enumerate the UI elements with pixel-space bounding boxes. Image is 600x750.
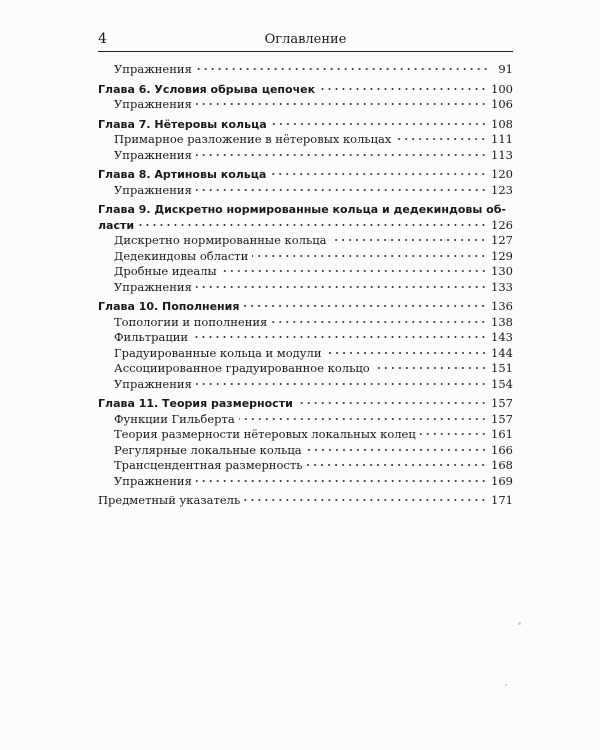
- toc-entry-title: Дискретно нормированные кольца: [114, 233, 327, 247]
- toc-index-entry: [98, 493, 513, 509]
- toc-section-entry: [98, 377, 513, 393]
- page-header: [98, 30, 513, 52]
- toc-section-entry: [98, 280, 513, 296]
- toc-section-entry: [98, 330, 513, 346]
- leader-dots: [243, 305, 487, 307]
- toc-entry-page: 123: [491, 182, 513, 197]
- toc-chapter-entry: [98, 299, 513, 315]
- table-of-contents: [98, 62, 513, 509]
- toc-entry-page: 168: [491, 458, 513, 472]
- toc-entry-page: 157: [491, 411, 513, 426]
- leader-dots: [196, 383, 487, 385]
- toc-entry-title: Упражнения: [114, 182, 192, 197]
- toc-entry-page: 111: [491, 132, 513, 146]
- toc-entry-title: Дедекиндовы области: [114, 248, 249, 263]
- toc-entry-title: Функции Гильберта: [114, 411, 235, 426]
- toc-entry-title: Трансцендентная размерность: [114, 458, 303, 472]
- toc-entry-page: 106: [491, 97, 513, 111]
- toc-section-entry: [98, 427, 513, 443]
- header-rule: [98, 51, 513, 52]
- running-title: Оглавление: [264, 32, 347, 47]
- toc-section-entry: [98, 249, 513, 265]
- paper-speck: [505, 684, 507, 686]
- toc-entry-page: 143: [491, 330, 513, 344]
- toc-entry-title: Предметный указатель: [98, 493, 241, 507]
- toc-entry-page: 136: [491, 299, 513, 313]
- leader-dots: [330, 239, 487, 241]
- toc-section-entry: [98, 443, 513, 459]
- toc-entry-title: Упражнения: [114, 376, 192, 391]
- toc-entry-title: Глава 6. Условия обрыва цепочек: [98, 82, 316, 96]
- toc-entry-page: 133: [491, 279, 513, 294]
- toc-section-entry: [98, 315, 513, 331]
- toc-section-entry: [98, 474, 513, 490]
- leader-dots: [244, 499, 487, 501]
- toc-entry-title: Глава 10. Пополнения: [98, 300, 240, 313]
- toc-section-entry: [98, 458, 513, 474]
- toc-entry-page: 100: [491, 81, 513, 96]
- toc-entry-title-continued: ласти: [98, 218, 135, 232]
- toc-entry-title: Упражнения: [114, 279, 192, 294]
- toc-entry-page: 151: [491, 361, 513, 375]
- paper-speck: [518, 622, 521, 625]
- toc-entry-title: Фильтрации: [114, 330, 189, 344]
- toc-chapter-entry: [98, 167, 513, 183]
- toc-entry-title: Глава 9. Дискретно нормированные кольца и дедекиндовы об-: [98, 203, 506, 216]
- leader-dots: [221, 270, 487, 272]
- leader-dots: [239, 418, 487, 420]
- toc-section-entry: [98, 97, 513, 113]
- toc-entry-title: Ассоциированное градуированное кольцо: [114, 361, 370, 375]
- toc-section-entry: [98, 62, 513, 78]
- toc-chapter-entry: [98, 82, 513, 98]
- leader-dots: [271, 123, 487, 125]
- toc-entry-line: [98, 218, 513, 234]
- toc-entry-page: 113: [491, 147, 513, 162]
- toc-chapter-entry: [98, 117, 513, 133]
- page-number: 4: [98, 31, 107, 47]
- leader-dots: [196, 154, 487, 156]
- leader-dots: [196, 189, 487, 191]
- toc-entry-page: 169: [491, 473, 513, 488]
- toc-entry-title: Упражнения: [114, 147, 192, 162]
- toc-entry-title: Глава 11. Теория размерности: [98, 397, 293, 410]
- toc-section-entry: [98, 148, 513, 164]
- leader-dots: [420, 433, 487, 435]
- leader-dots: [374, 367, 487, 369]
- toc-entry-title: Топологии и пополнения: [114, 314, 268, 329]
- toc-section-entry: [98, 132, 513, 148]
- leader-dots: [138, 224, 487, 226]
- toc-section-entry: [98, 346, 513, 362]
- toc-section-entry: [98, 264, 513, 280]
- toc-entry-title: Глава 8. Артиновы кольца: [98, 168, 267, 181]
- toc-entry-page: 171: [491, 493, 513, 507]
- leader-dots: [306, 464, 487, 466]
- leader-dots: [306, 449, 487, 451]
- leader-dots: [297, 402, 487, 404]
- toc-entry-title: Теория размерности нётеровых локальных колец: [114, 427, 416, 441]
- leader-dots: [252, 255, 487, 257]
- toc-entry-page: 157: [491, 396, 513, 410]
- toc-entry-page: 91: [498, 62, 513, 76]
- leader-dots: [270, 173, 487, 175]
- toc-entry-page: 120: [491, 167, 513, 181]
- toc-section-entry: [98, 183, 513, 199]
- toc-entry-title: Примарное разложение в нётеровых кольцах: [114, 132, 392, 146]
- toc-entry-page: 154: [491, 376, 513, 391]
- toc-entry-page: 127: [491, 233, 513, 247]
- toc-entry-title: Глава 7. Нётеровы кольца: [98, 117, 267, 131]
- leader-dots: [192, 336, 487, 338]
- leader-dots: [196, 103, 487, 105]
- leader-dots: [196, 286, 487, 288]
- toc-entry-page: 144: [491, 345, 513, 360]
- toc-entry-page: 161: [491, 427, 513, 441]
- toc-entry-title: Регулярные локальные кольца: [114, 442, 302, 457]
- leader-dots: [326, 352, 488, 354]
- leader-dots: [196, 68, 489, 70]
- toc-entry-title: Упражнения: [114, 62, 192, 76]
- toc-entry-title: Упражнения: [114, 97, 192, 111]
- toc-entry-page: 126: [491, 217, 513, 232]
- toc-entry-title: Дробные идеалы: [114, 264, 217, 278]
- toc-entry-page: 130: [491, 264, 513, 278]
- leader-dots: [395, 138, 487, 140]
- leader-dots: [196, 480, 487, 482]
- toc-chapter-entry: [98, 202, 513, 233]
- leader-dots: [271, 321, 487, 323]
- toc-entry-page: 166: [491, 442, 513, 457]
- toc-chapter-entry: [98, 396, 513, 412]
- toc-entry-page: 138: [491, 314, 513, 329]
- toc-entry-title: Градуированные кольца и модули: [114, 345, 322, 360]
- leader-dots: [319, 88, 487, 90]
- toc-section-entry: [98, 412, 513, 428]
- toc-entry-page: 129: [491, 248, 513, 263]
- toc-section-entry: [98, 233, 513, 249]
- toc-entry-page: 108: [491, 116, 513, 131]
- toc-section-entry: [98, 361, 513, 377]
- toc-entry-title: Упражнения: [114, 473, 192, 488]
